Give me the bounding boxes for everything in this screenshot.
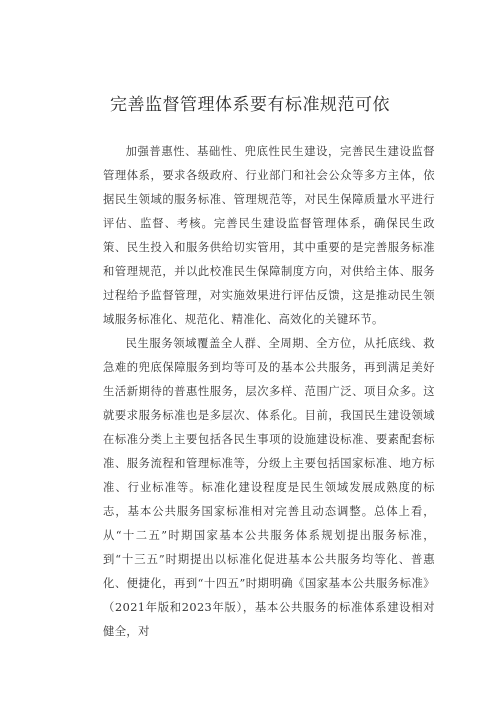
paragraph-2: 民生服务领域覆盖全人群、全周期、全方位，从托底线、救急难的兜底保障服务到均等可及的基本公共服务，再到满足美好生活新期待的普惠性服务，层次多样、范围广泛、项目众多。这就要求服务标准也是多层次、体系化。目前，我国民生建设领域在标准分类上主要包括各民生事项的设施建设标准、要素配套标准、服务流程和管理标准等，分级上主要包括国家标准、地方标准、行业标准等。标准化建设程度是民生领域发展成熟度的标志，基本公共服务国家标准相对完善且动态调整。总体上看，从“十二五”时期国家基本公共服务体系规划提出服务标准，到“十三五”时期提出以标准化促进基本公共服务均等化、普惠化、便捷化，再到“十四五”时期明确《国家基本公共服务标准》（2021年版和2023年版），基本公共服务的标准体系建设相对健全，对 (103, 337, 435, 638)
paragraph-1: 加强普惠性、基础性、兜底性民生建设，完善民生建设监督管理体系，要求各级政府、行业部门和社会公众等多方主体，依据民生领域的服务标准、管理规范等，对民生保障质量水平进行评估、监督、考核。完善民生建设监督管理体系，确保民生政策、民生投入和服务供给切实管用，其中重要的是完善服务标准和管理规范，并以此校准民生保障制度方向，对供给主体、服务过程给予监督管理，对实施效果进行评估反馈，这是推动民生领域服务标准化、规范化、精准化、高效化的关键环节。 (103, 145, 435, 326)
document-title: 完善监督管理体系要有标准规范可依 (110, 95, 390, 115)
document-body (103, 140, 435, 644)
